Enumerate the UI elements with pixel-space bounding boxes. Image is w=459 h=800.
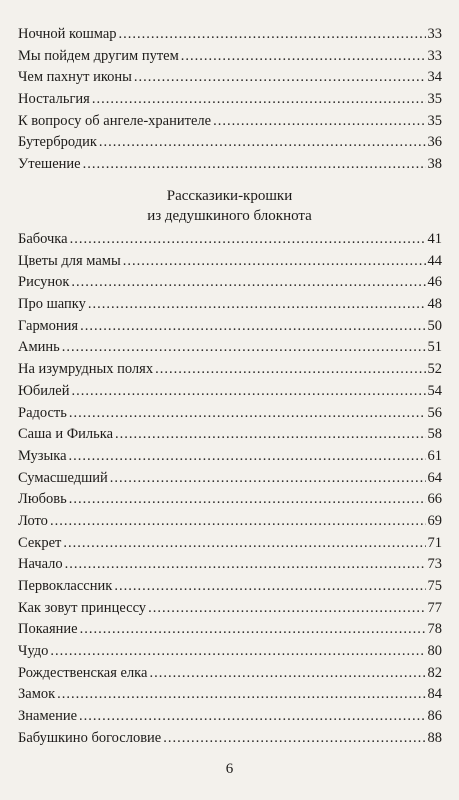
toc-entry-title: К вопросу об ангеле-хранителе bbox=[18, 112, 212, 129]
toc-entry-page: 54 bbox=[427, 382, 442, 399]
toc-entry-page: 33 bbox=[427, 47, 442, 64]
toc-entry bbox=[18, 641, 442, 663]
toc-entry-title: Радость bbox=[18, 404, 67, 421]
toc-entry-title: Бабушкино богословие bbox=[18, 729, 162, 746]
toc-entry-title: Покаяние bbox=[18, 621, 78, 638]
toc-entry-title: Лото bbox=[18, 512, 48, 529]
dot-leader bbox=[71, 272, 425, 294]
dot-leader bbox=[50, 511, 426, 533]
toc-entry-title: Цветы для мамы bbox=[18, 252, 121, 269]
toc-entry-page: 46 bbox=[427, 274, 442, 291]
dot-leader bbox=[213, 111, 425, 133]
toc-entry-title: Секрет bbox=[18, 534, 62, 551]
dot-leader bbox=[148, 598, 425, 620]
dot-leader bbox=[79, 706, 425, 728]
toc-entry-page: 50 bbox=[427, 317, 442, 334]
toc-entry-page: 88 bbox=[427, 729, 442, 746]
toc-entry bbox=[18, 468, 442, 490]
section-heading-line1: Рассказики-крошки bbox=[166, 188, 293, 204]
dot-leader bbox=[88, 294, 426, 316]
toc-entry-page: 78 bbox=[427, 621, 442, 638]
toc-entry bbox=[18, 337, 442, 359]
dot-leader bbox=[123, 251, 426, 273]
toc-entry bbox=[18, 316, 442, 338]
toc-entry-page: 69 bbox=[427, 512, 442, 529]
toc-entry-title: Мы пойдем другим путем bbox=[18, 47, 179, 64]
dot-leader bbox=[69, 403, 426, 425]
toc-entry bbox=[18, 663, 442, 685]
toc-entry-page: 48 bbox=[427, 296, 442, 313]
toc-entry bbox=[18, 576, 442, 598]
toc-entry bbox=[18, 728, 442, 750]
dot-leader bbox=[65, 554, 426, 576]
toc-entry-page: 80 bbox=[427, 643, 442, 660]
toc-entry-title: Замок bbox=[18, 686, 56, 703]
dot-leader bbox=[50, 641, 425, 663]
toc-entry bbox=[18, 619, 442, 641]
toc-entry bbox=[18, 446, 442, 468]
dot-leader bbox=[69, 489, 426, 511]
dot-leader bbox=[115, 424, 425, 446]
toc-entry-page: 61 bbox=[427, 447, 442, 464]
toc-entry-title: Знамение bbox=[18, 708, 78, 725]
dot-leader bbox=[57, 684, 425, 706]
toc-entry-title: Музыка bbox=[18, 447, 67, 464]
dot-leader bbox=[71, 381, 425, 403]
dot-leader bbox=[181, 46, 426, 68]
toc-entry-page: 33 bbox=[427, 26, 442, 42]
page-number: 6 bbox=[225, 761, 234, 777]
toc-entry-title: Рождественская елка bbox=[18, 664, 148, 681]
toc-entry-page: 71 bbox=[427, 534, 442, 551]
toc-entry-page: 77 bbox=[427, 599, 442, 616]
toc-entry bbox=[18, 46, 442, 68]
toc-entry-title: Чем пахнут иконы bbox=[18, 69, 132, 86]
toc-entry-title: Чудо bbox=[18, 643, 49, 660]
toc-entry-title: На изумрудных полях bbox=[18, 361, 154, 378]
toc-entry-title: Как зовут принцессу bbox=[18, 599, 147, 616]
toc-entry-page: 64 bbox=[427, 469, 442, 486]
toc-entry-title: Бабочка bbox=[18, 231, 68, 247]
toc-entry-page: 75 bbox=[427, 578, 442, 594]
dot-leader bbox=[149, 663, 425, 685]
dot-leader bbox=[99, 132, 426, 154]
toc-entry bbox=[18, 229, 442, 251]
toc-entry-title: Юбилей bbox=[18, 382, 70, 399]
toc-entry-page: 38 bbox=[427, 156, 442, 173]
toc-entry bbox=[18, 554, 442, 576]
dot-leader bbox=[163, 728, 425, 750]
toc-entry bbox=[18, 403, 442, 425]
dot-leader bbox=[63, 533, 425, 555]
toc-entry bbox=[18, 24, 442, 46]
toc-entry-title: Гармония bbox=[18, 317, 79, 334]
toc-entry-title: Утешение bbox=[18, 156, 81, 173]
toc-entry-title: Про шапку bbox=[18, 296, 86, 313]
toc-entry-title: Рисунок bbox=[18, 274, 70, 291]
dot-leader bbox=[110, 468, 426, 490]
toc-entry bbox=[18, 154, 442, 176]
toc-entry-page: 66 bbox=[427, 491, 442, 508]
dot-leader bbox=[80, 316, 425, 338]
toc-entry-page: 52 bbox=[427, 361, 442, 378]
toc-entry-title: Любовь bbox=[18, 491, 67, 508]
toc-entry bbox=[18, 251, 442, 273]
toc-entry bbox=[18, 294, 442, 316]
toc-entry bbox=[18, 89, 442, 111]
toc-entry bbox=[18, 706, 442, 728]
toc-entry bbox=[18, 533, 442, 555]
dot-leader bbox=[62, 337, 426, 359]
toc-entry-page: 84 bbox=[427, 686, 442, 703]
toc-entry-page: 58 bbox=[427, 426, 442, 443]
toc-entry-page: 41 bbox=[427, 231, 442, 247]
toc-entry bbox=[18, 424, 442, 446]
toc-entry-page: 44 bbox=[427, 252, 442, 269]
toc-entry-page: 35 bbox=[427, 112, 442, 129]
toc-entry bbox=[18, 111, 442, 133]
toc-entry-page: 35 bbox=[427, 91, 442, 108]
dot-leader bbox=[114, 576, 425, 598]
toc-entry-title: Ностальгия bbox=[18, 91, 90, 108]
toc-entry bbox=[18, 272, 442, 294]
dot-leader bbox=[83, 154, 426, 176]
toc-entry-page: 73 bbox=[427, 556, 442, 573]
dot-leader bbox=[134, 67, 426, 89]
toc-entry bbox=[18, 359, 442, 381]
toc-entry-page: 36 bbox=[427, 134, 442, 151]
dot-leader bbox=[80, 619, 426, 641]
section-heading bbox=[0, 186, 459, 226]
dot-leader bbox=[70, 229, 426, 251]
toc-entry-page: 56 bbox=[427, 404, 442, 421]
toc-entry-page: 34 bbox=[427, 69, 442, 86]
toc-entry bbox=[18, 598, 442, 620]
toc-entry-title: Аминь bbox=[18, 339, 60, 356]
toc-entry bbox=[18, 67, 442, 89]
toc-list-section bbox=[18, 229, 442, 750]
toc-entry-title: Начало bbox=[18, 556, 63, 573]
toc-entry-title: Бутербродик bbox=[18, 134, 97, 151]
toc-entry bbox=[18, 381, 442, 403]
toc-entry-title: Первоклассник bbox=[18, 578, 113, 594]
toc-list-top bbox=[18, 24, 442, 176]
dot-leader bbox=[69, 446, 426, 468]
toc-entry-page: 82 bbox=[427, 664, 442, 681]
toc-entry bbox=[18, 132, 442, 154]
section-heading-line2: из дедушкиного блокнота bbox=[147, 208, 312, 224]
toc-entry-title: Ночной кошмар bbox=[18, 26, 117, 42]
dot-leader bbox=[119, 24, 426, 46]
toc-entry-page: 86 bbox=[427, 708, 442, 725]
toc-entry bbox=[18, 511, 442, 533]
toc-entry-title: Сумасшедший bbox=[18, 469, 108, 486]
toc-entry-page: 51 bbox=[427, 339, 442, 356]
dot-leader bbox=[155, 359, 425, 381]
dot-leader bbox=[92, 89, 426, 111]
toc-entry-title: Саша и Филька bbox=[18, 426, 114, 443]
toc-entry bbox=[18, 489, 442, 511]
toc-entry bbox=[18, 684, 442, 706]
